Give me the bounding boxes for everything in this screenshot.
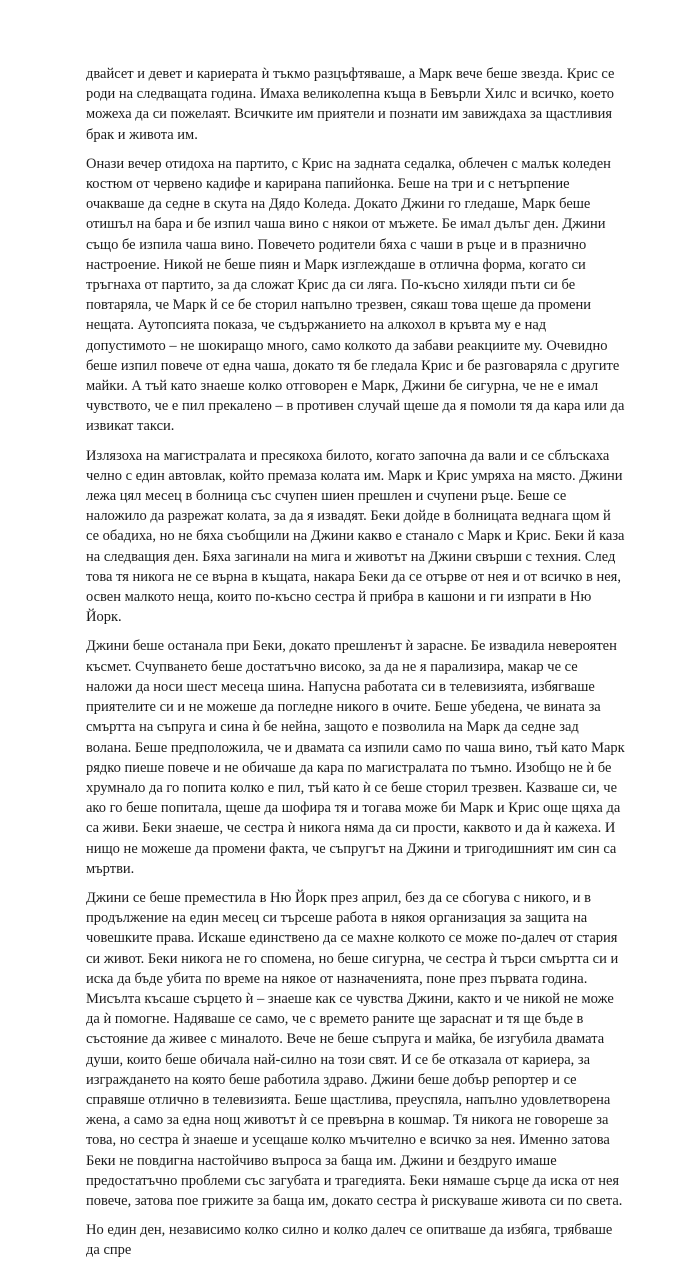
paragraph-2: Онази вечер отидоха на партито, с Крис на задната седалка, облечен с малък коледен костюм от червено кадифе и карирана папийонка. Беше на три и с нетърпение очакваше да седне в скута на Дядо Коледа. Докато Джини го гледаше, Марк беше отишъл на бара и бе изпил чаша вино с някои от мъжете. Бе имал дълъг ден. Джини също бе изпила чаша вино. Повечето родители бяха с чаши в ръце и в празнично настроение. Никой не беше пиян и Марк изглеждаше в отлична форма, когато си тръгнаха от партито, за да сложат Крис да си ляга. По-късно хиляди пъти си бе повтаряла, че Марк й се бе сторил напълно трезвен, сякаш това щеше да промени нещата. Аутопсията показа, че съдържанието на алкохол в кръвта му е над допустимото – не шокиращо много, само колкото да забави реакциите му. Очевидно беше изпил повече от една чаша, докато тя бе гледала Крис и бе разговаряла с другите майки. А тъй като знаеше колко отговорен е Марк, Джини бе сигурна, че не е имал чувството, че е пил прекалено – в противен случай щеше да я помоли тя да кара или да извикат такси.	[86, 155, 625, 435]
paragraph-1: двайсет и девет и кариерата ѝ тъкмо разцъфтяваше, а Марк вече беше звезда. Крис се роди на следващата година. Имаха великолепна къща в Бевърли Хилс и всичко, което можеха да си пожелаят. Всичките им приятели и познати им завиждаха за щастливия брак и живота им.	[86, 66, 615, 143]
paragraph-6: Но един ден, независимо колко силно и колко далеч се опитваше да избяга, трябваше да спре	[86, 1222, 613, 1259]
paragraph-3: Излязоха на магистралата и пресякоха билото, когато започна да вали и се сблъскаха челно с един автовлак, който премаза колата им. Марк и Крис умряха на място. Джини лежа цял месец в болница със счупен шиен прешлен и счупени ръце. Беше се наложило да разрежат колата, за да я извадят. Беки дойде в болницата веднага щом й се обадиха, но не бяха съобщили на Джини какво е станало с Марк и Крис. Беки й каза на следващия ден. Бяха загинали на мига и животът на Джини свърши с техния. След това тя никога не се върна в къщата, накара Беки да се отърве от нея и от всичко в нея, освен малкото неща, които по-късно сестра й прибра в кашони и ги изпрати в Ню Йорк.	[86, 447, 625, 626]
paragraph-4: Джини беше останала при Беки, докато прешленът ѝ зарасне. Бе извадила невероятен късмет. Счупването беше достатъчно високо, за да не я парализира, макар че се наложи да носи шест месеца шина. Напусна работата си в телевизията, избягваше приятелите си и не можеше да погледне никого в очите. Беше убедена, че вината за смъртта на съпруга и сина ѝ бе нейна, защото е позволила на Марк да седне зад волана. Беше предположила, че и двамата са изпили само по чаша вино, тъй като Марк рядко пиеше повече и не обичаше да кара по магистралата по тъмно. Изобщо не ѝ бе хрумнало да го попита колко е пил, тъй като ѝ се беше сторил трезвен. Казваше си, че ако го беше попитала, щеше да шофира тя и тогава може би Марк и Крис още щяха да са живи. Беки знаеше, че сестра ѝ никога няма да си прости, каквото и да ѝ кажеха. И нищо не можеше да промени факта, че съпругът на Джини и тригодишният им син са мъртви.	[86, 638, 625, 877]
paragraph-5: Джини се беше преместила в Ню Йорк през април, без да се сбогува с никого, и в продължение на един месец си търсеше работа в някоя организация за защита на човешките права. Искаше единствено да се махне колкото се може по-далеч от стария си живот. Беки никога не го спомена, но беше сигурна, че сестра ѝ търси смъртта си и иска да бъде убита по време на някое от назначенията, поне през първата година. Мисълта късаше сърцето ѝ – знаеше как се чувства Джини, както и че никой не може да ѝ помогне. Надяваше се само, че с времето раните ще зараснат и тя ще бъде в състояние да живее с миналото. Вече не беше съпруга и майка, бе изгубила двамата души, които беше обичала най-силно на този свят. И се бе отказала от кариера, за изграждането на която беше работила здраво. Джини беше добър репортер и се справяше отлично в телевизията. Беше щастлива, преуспяла, напълно удовлетворена жена, а само за една нощ животът ѝ се превърна в кошмар. Тя никога не говореше за това, но сестра ѝ знаеше и усещаше колко мъчително е всичко за нея. Именно затова Беки не повдигна настойчиво въпроса за баща им. Джини и бездруго имаше предостатъчно проблеми със загубата и трагедията. Беки нямаше сърце да иска от нея повече, затова пое грижите за баща им, докато сестра ѝ рискуваше живота си по света.	[86, 889, 623, 1209]
body-text	[86, 64, 626, 1261]
